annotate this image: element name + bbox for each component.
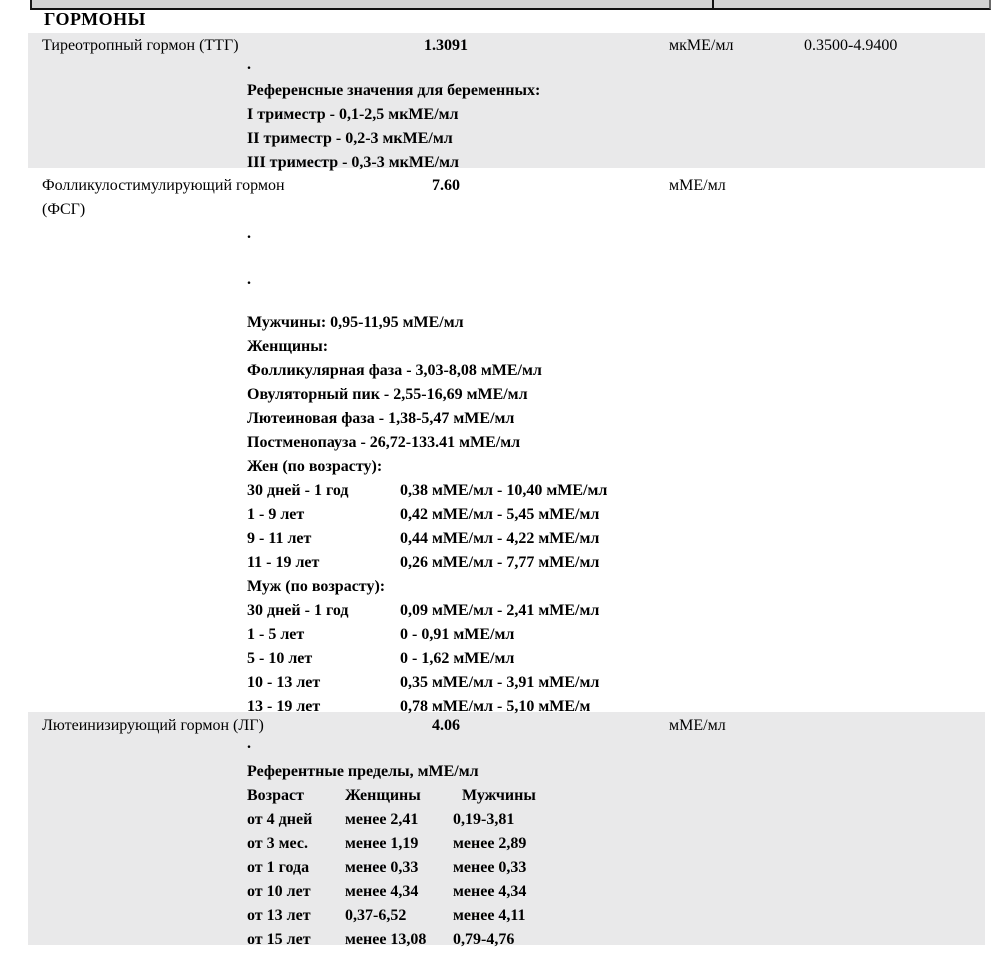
female-value: менее 2,41	[345, 811, 419, 828]
fsh-note-line: Лютеиновая фаза - 1,38-5,47 мМЕ/мл	[247, 410, 515, 427]
fsh-result-value: 7.60	[432, 177, 460, 194]
ttg-note-line: III триместр - 0,3-3 мкМЕ/мл	[247, 154, 459, 171]
female-value: 0,37-6,52	[345, 907, 407, 924]
col-header-reference	[754, 0, 915, 2]
lh-col-age: Возраст	[247, 787, 304, 804]
age-range: 0 - 0,91 мМЕ/мл	[400, 626, 515, 643]
age-range: 0,09 мМЕ/мл - 2,41 мМЕ/мл	[400, 602, 600, 619]
age-label: от 13 лет	[247, 907, 311, 924]
age-range: 0,42 мМЕ/мл - 5,45 мМЕ/мл	[400, 506, 600, 523]
lh-col-male: Мужчины	[462, 787, 536, 804]
fsh-test-name-line1: Фолликулостимулирующий гормон	[42, 177, 285, 194]
male-value: 0,79-4,76	[453, 931, 515, 948]
male-value: менее 4,34	[453, 883, 527, 900]
fsh-female-age-row	[247, 529, 599, 549]
age-label: от 3 мес.	[247, 835, 308, 852]
female-value: менее 4,34	[345, 883, 419, 900]
ttg-unit: мкМЕ/мл	[669, 37, 734, 54]
age-label: 11 - 19 лет	[247, 554, 320, 571]
ttg-reference-range: 0.3500-4.9400	[804, 37, 898, 54]
lh-ref-title: Референтные пределы, мМЕ/мл	[247, 763, 479, 780]
female-value: менее 13,08	[345, 931, 427, 948]
age-range: 0,44 мМЕ/мл - 4,22 мМЕ/мл	[400, 530, 600, 547]
age-range: 0,35 мМЕ/мл - 3,91 мМЕ/мл	[400, 674, 600, 691]
ttg-result-value: 1.3091	[424, 37, 468, 54]
age-label: 5 - 10 лет	[247, 650, 313, 667]
age-label: от 4 дней	[247, 811, 313, 828]
age-label: 30 дней - 1 год	[247, 602, 349, 619]
age-label: от 15 лет	[247, 931, 311, 948]
age-label: 13 - 19 лет	[247, 698, 321, 715]
age-label: 9 - 11 лет	[247, 530, 312, 547]
fsh-note-line: Мужчины: 0,95-11,95 мМЕ/мл	[247, 314, 464, 331]
male-value: 0,19-3,81	[453, 811, 515, 828]
fsh-unit: мМЕ/мл	[669, 177, 726, 194]
age-range: 0 - 1,62 мМЕ/мл	[400, 650, 515, 667]
lh-table-row	[247, 858, 526, 878]
fsh-male-header: Муж (по возрасту):	[247, 578, 386, 595]
fsh-test-name-line2: (ФСГ)	[42, 201, 86, 218]
fsh-male-age-row	[247, 673, 599, 693]
age-label: 30 дней - 1 год	[247, 482, 349, 499]
lh-result-value: 4.06	[432, 717, 460, 734]
lh-table-row	[247, 882, 526, 902]
ttg-note-dot: .	[247, 56, 251, 73]
fsh-female-age-row	[247, 505, 599, 525]
lh-table-row	[247, 810, 514, 830]
male-value: менее 4,11	[453, 907, 526, 924]
age-label: 1 - 5 лет	[247, 626, 305, 643]
fsh-male-age-row	[247, 601, 599, 621]
section-title-hormones: ГОРМОНЫ	[44, 9, 146, 29]
female-value: менее 0,33	[345, 859, 419, 876]
male-value: менее 2,89	[453, 835, 527, 852]
age-range: 0,26 мМЕ/мл - 7,77 мМЕ/мл	[400, 554, 600, 571]
age-range: 0,78 мМЕ/мл - 5,10 мМЕ/м	[400, 698, 591, 715]
age-label: 10 - 13 лет	[247, 674, 321, 691]
col-header-result	[352, 0, 418, 2]
lh-test-name: Лютеинизирующий гормон (ЛГ)	[42, 717, 264, 734]
fsh-note-line: Овуляторный пик - 2,55-16,69 мМЕ/мл	[247, 386, 528, 403]
age-label: 1 - 9 лет	[247, 506, 305, 523]
female-value: менее 1,19	[345, 835, 419, 852]
ttg-note-line: I триместр - 0,1-2,5 мкМЕ/мл	[247, 106, 459, 123]
ttg-test-name: Тиреотропный гормон (ТТГ)	[42, 37, 239, 54]
fsh-male-age-row	[247, 697, 590, 717]
header-column-divider	[712, 0, 714, 8]
ttg-note-line: Референсные значения для беременных:	[247, 82, 541, 99]
fsh-female-age-row	[247, 553, 599, 573]
age-range: 0,38 мМЕ/мл - 10,40 мМЕ/мл	[400, 482, 608, 499]
lh-unit: мМЕ/мл	[669, 717, 726, 734]
lh-table-row	[247, 906, 526, 926]
lh-note-dot: .	[247, 735, 251, 752]
ttg-note-line: II триместр - 0,2-3 мкМЕ/мл	[247, 130, 453, 147]
fsh-note-dot: .	[247, 271, 251, 288]
male-value: менее 0,33	[453, 859, 527, 876]
table-header-strip	[30, 0, 991, 10]
fsh-male-age-row	[247, 625, 514, 645]
fsh-note-dot: .	[247, 225, 251, 242]
age-label: от 1 года	[247, 859, 310, 876]
fsh-note-line: Женщины:	[247, 338, 329, 355]
fsh-note-line: Постменопауза - 26,72-133.41 мМЕ/мл	[247, 434, 521, 451]
fsh-male-age-row	[247, 649, 514, 669]
lh-table-row	[247, 834, 526, 854]
fsh-female-age-row	[247, 481, 607, 501]
fsh-note-line: Жен (по возрасту):	[247, 458, 383, 475]
age-label: от 10 лет	[247, 883, 311, 900]
lh-table-header-row	[247, 786, 536, 806]
lh-table-row	[247, 930, 514, 950]
col-header-unit	[642, 0, 688, 2]
col-header-name	[102, 0, 298, 2]
lh-col-female: Женщины	[345, 787, 421, 804]
fsh-note-line: Фолликулярная фаза - 3,03-8,08 мМЕ/мл	[247, 362, 542, 379]
